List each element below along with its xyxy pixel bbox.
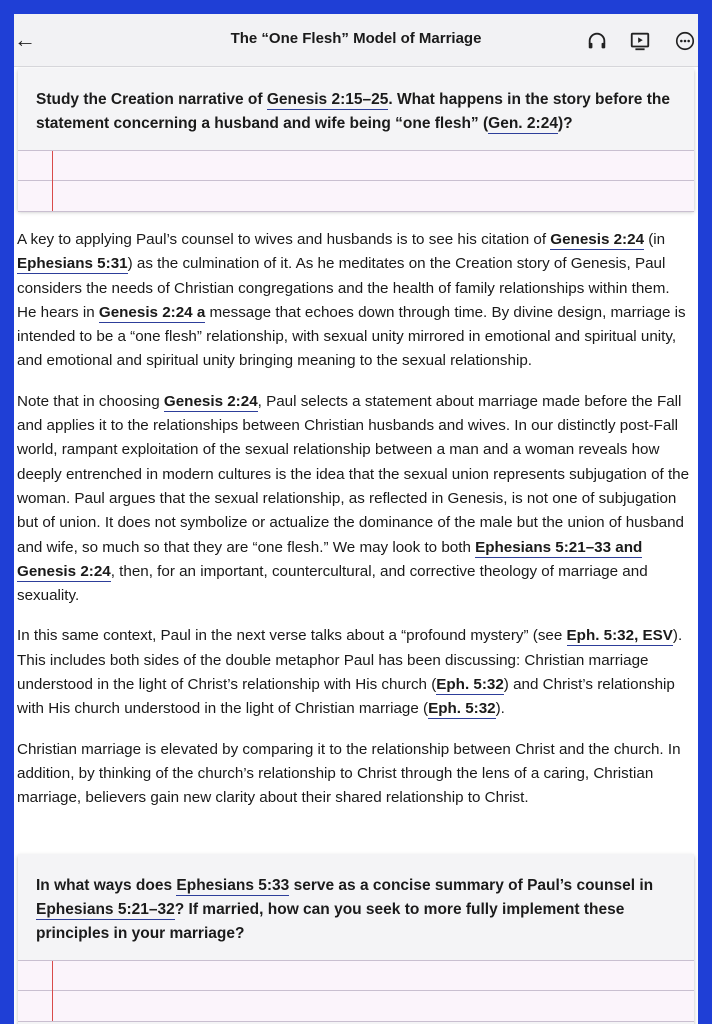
text-part: , Paul selects a statement about marriage made before the Fall and applies it to the relationships between Christian husbands and wives. In our distinctly post-Fall world, rampant exploitation of the sexual relationship between a man and a woman reveals how deeply entrenched in modern cultures is the idea that the sexual union represents subjugation of the woman. Paul argues that the sexual relationship, as reflected in Genesis, is not one of subjugation but of union. It does not symbolize or actualize the dominance of the male but the union of husband and wife, so much so that they are “one flesh.” We may look to both	[17, 392, 690, 556]
text-part: message that echoes down through time. By divine design, marriage is intended to be a “one flesh” relationship, with sexual unity mirrored in emotional and spiritual unity, and emotional and spiritual unity bringing meaning to the sexual relationship.	[17, 303, 686, 370]
answer-notes-area-2[interactable]	[18, 960, 694, 1022]
scripture-link[interactable]: Ephesians 5:21–33 and Genesis 2:24	[17, 538, 643, 580]
question-2-text	[18, 854, 694, 946]
app-frame	[14, 14, 698, 1024]
text-part: ) and Christ’s relationship with His church understood in the light of Christian marriage (	[17, 676, 675, 718]
text-part: ). This includes both sides of the double metaphor Paul has been discussing: Christian marriage understood in the light of Christ’s relationship with His church (	[17, 627, 683, 694]
text-part: , then, for an important, countercultural, and corrective theology of marriage and sexuality.	[17, 562, 648, 605]
scripture-link[interactable]: Ephesians 5:33	[176, 877, 290, 894]
more-options-icon[interactable]	[674, 30, 696, 52]
scripture-link[interactable]: Gen. 2:24	[488, 115, 558, 132]
scripture-link[interactable]: Ephesians 5:31	[17, 255, 128, 273]
scripture-link[interactable]: Eph. 5:32, ESV	[566, 627, 673, 645]
note-line	[18, 990, 694, 991]
scripture-link[interactable]: Ephesians 5:21–32	[36, 901, 175, 918]
text-part: ).	[495, 700, 505, 718]
text-part: A key to applying Paul’s counsel to wives and husbands is to see his citation of	[17, 231, 551, 248]
paragraph-3	[17, 624, 693, 721]
paragraph-2	[17, 390, 693, 609]
scripture-link[interactable]: Eph. 5:32	[428, 700, 496, 718]
answer-notes-area-1[interactable]	[18, 150, 694, 212]
page-title: The “One Flesh” Model of Marriage	[230, 30, 482, 47]
scripture-link[interactable]: Eph. 5:32	[436, 676, 504, 694]
question-2-text-part: ? If married, how can you seek to more fully implement these principles in your marriage?	[36, 901, 625, 942]
question-box-2	[18, 854, 694, 1024]
paragraph-4	[17, 738, 693, 811]
question-1-text-part: Study the Creation narrative of	[36, 91, 267, 108]
paragraph-1	[17, 228, 693, 374]
text-part: Note that in choosing	[17, 392, 164, 410]
text-part: In this same context, Paul in the next verse talks about a “profound mystery” (see	[17, 627, 567, 645]
headphones-icon[interactable]	[586, 30, 608, 52]
question-2-text-part: In what ways does	[36, 877, 177, 894]
top-bar	[14, 14, 698, 67]
text-part: ) as the culmination of it. As he meditates on the Creation story of Genesis, Paul considers the needs of Christian congregations and the health of family relationships within them. He hears in	[17, 255, 670, 321]
question-1-text-part: )?	[557, 115, 573, 132]
video-play-icon[interactable]	[629, 30, 651, 52]
question-1-text	[18, 68, 694, 136]
back-arrow-icon[interactable]: ←	[14, 27, 36, 52]
text-part: Christian marriage is elevated by comparing it to the relationship between Christ and the church. In addition, by thinking of the church’s relationship to Christ through the lens of a caring, Christian marriage, believers gain new clarity about their shared relationship to Christ.	[17, 740, 681, 807]
text-part: (in	[644, 231, 666, 248]
scripture-link[interactable]: Genesis 2:24	[550, 231, 645, 248]
scripture-link[interactable]: Genesis 2:24	[163, 392, 258, 410]
scripture-link[interactable]: Genesis 2:24 a	[98, 303, 206, 321]
note-margin-line	[52, 151, 53, 211]
question-2-text-part: serve as a concise summary of Paul’s counsel in	[289, 877, 654, 894]
note-line	[18, 180, 694, 181]
question-1-text-part: . What happens in the story before the statement concerning a husband and wife being “one flesh” (	[36, 91, 670, 132]
note-margin-line	[52, 961, 53, 1021]
scripture-link[interactable]: Genesis 2:15–25	[266, 91, 389, 108]
lesson-body	[17, 228, 693, 827]
question-box-1	[18, 68, 694, 210]
